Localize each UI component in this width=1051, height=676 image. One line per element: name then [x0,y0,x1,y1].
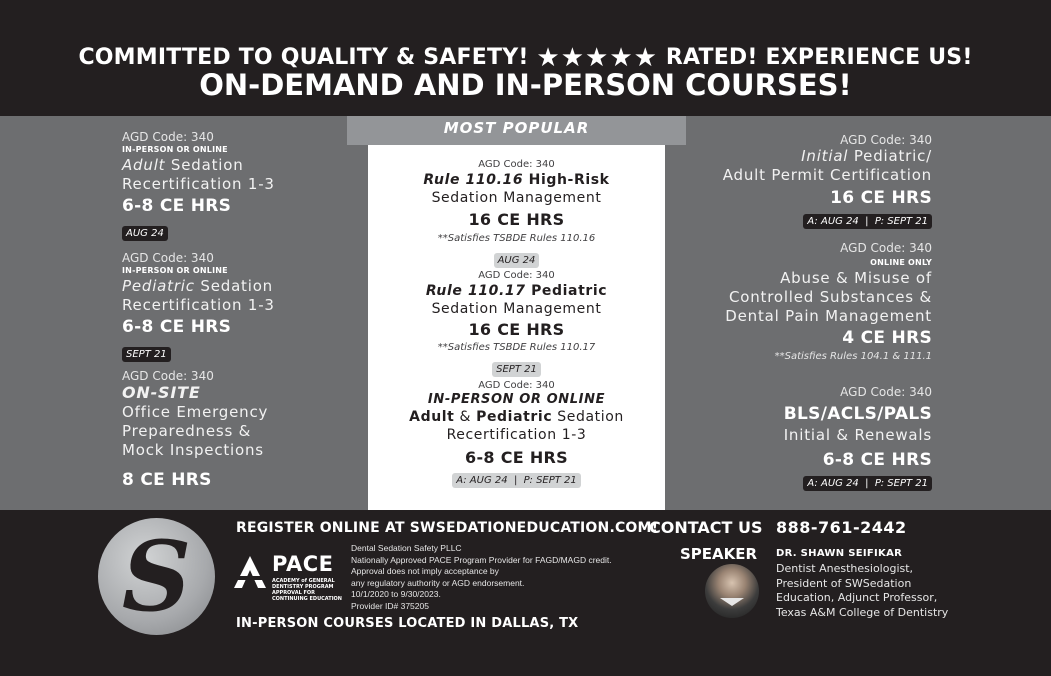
course-title: Adult & Pediatric Sedation [409,409,624,425]
course-title-line2: Controlled Substances & [728,288,932,306]
pace-wordmark: PACE [272,552,334,576]
ce-hours: 16 CE HRS [468,210,565,229]
course-onsite-emergency [122,369,342,491]
course-bls-acls-pals [700,385,932,491]
course-adult-sedation-recert [122,130,342,241]
contact-label: CONTACT US [649,518,763,537]
agd-code: AGD Code: 340 [478,270,555,281]
pace-subtitle: ACADEMY of GENERAL DENTISTRY PROGRAM APPROVAL FOR CONTINUING EDUCATION [272,578,342,602]
course-initial-permit [700,133,932,229]
agd-code: AGD Code: 340 [478,380,555,391]
course-title: Rule 110.16 High-Risk [423,172,610,188]
ce-hours: 4 CE HRS [842,328,932,348]
date-badge: SEPT 21 [122,347,171,362]
delivery-tag: IN-PERSON OR ONLINE [427,392,606,407]
ce-hours: 6-8 CE HRS [465,448,568,467]
ce-hours: 8 CE HRS [122,470,212,490]
date-badge: A: AUG 24 | P: SEPT 21 [452,473,581,488]
date-badge: AUG 24 [122,226,168,241]
most-popular-panel [368,145,665,510]
agd-code: AGD Code: 340 [840,385,932,399]
course-title-line3: Dental Pain Management [725,307,932,325]
rules-note: **Satisfies TSBDE Rules 110.16 [437,233,596,244]
sw-sedation-logo: S [98,518,215,635]
course-section [0,116,1051,510]
course-title-line2: Adult Permit Certification [722,166,932,184]
rules-note: **Satisfies TSBDE Rules 110.17 [437,342,596,353]
course-title-line4: Mock Inspections [122,441,264,459]
course-title-line2: Sedation Management [431,301,602,317]
header [0,0,1051,116]
ce-hours: 6-8 CE HRS [122,196,232,216]
five-star-icon: ★★★★★ [536,43,658,73]
delivery-tag: IN-PERSON OR ONLINE [122,145,228,154]
most-popular-banner: MOST POPULAR [347,116,686,145]
speaker-label: SPEAKER [680,545,758,563]
date-badge: SEPT 21 [492,362,541,377]
rules-note: **Satisfies Rules 104.1 & 111.1 [774,351,932,362]
course-title: ON-SITE [122,383,201,402]
footer [0,510,1051,676]
agd-code: AGD Code: 340 [478,159,555,170]
date-badge: AUG 24 [494,253,540,268]
ce-hours: 6-8 CE HRS [822,450,932,470]
delivery-tag: ONLINE ONLY [870,258,932,267]
course-title-line2: Sedation Management [431,190,602,206]
course-title-line2: Recertification 1-3 [122,175,275,193]
course-title: Adult Sedation [122,156,244,174]
agd-code: AGD Code: 340 [840,133,932,147]
speaker-bio: Dentist Anesthesiologist, President of SWSedation Education, Adjunct Professor, Texas A&M College of Dentistry [776,562,949,619]
headline-part-a: COMMITTED TO QUALITY & SAFETY! [78,45,529,70]
course-title: Pediatric Sedation [122,277,273,295]
agd-code: AGD Code: 340 [840,241,932,255]
location-text: IN-PERSON COURSES LOCATED IN DALLAS, TX [236,616,579,631]
course-title-line2: Recertification 1-3 [122,296,275,314]
register-online-link[interactable]: REGISTER ONLINE AT SWSEDATIONEDUCATION.COM! [236,520,659,536]
pace-a-icon [232,554,268,590]
ce-hours: 6-8 CE HRS [122,317,232,337]
agd-code: AGD Code: 340 [122,130,214,144]
course-title: Abuse & Misuse of [780,269,932,287]
date-badge: A: AUG 24 | P: SEPT 21 [803,214,932,229]
course-rule-110-17 [368,270,665,377]
phone-number[interactable]: 888-761-2442 [776,518,907,537]
course-title-line2: Initial & Renewals [783,426,932,444]
headline-courses: ON-DEMAND AND IN-PERSON COURSES! [199,68,852,102]
speaker-avatar [705,564,759,618]
pace-logo [232,552,342,602]
course-title-line2: Recertification 1-3 [446,427,587,443]
course-title: Initial Pediatric/ [801,147,932,165]
provider-statement: Dental Sedation Safety PLLC Nationally Approved PACE Program Provider for FAGD/MAGD credit. Approval does not imply acceptance by any regulatory authority or AGD endorsement. 10/1/2020 to 9/30/2023. Provider ID# 375205 [351,543,612,611]
ce-hours: 16 CE HRS [468,320,565,339]
course-title-line3: Preparedness & [122,422,252,440]
delivery-tag: IN-PERSON OR ONLINE [122,266,228,275]
course-title: BLS/ACLS/PALS [783,404,932,424]
course-rule-110-16 [368,159,665,268]
agd-code: AGD Code: 340 [122,369,214,383]
ce-hours: 16 CE HRS [830,188,932,208]
headline-part-b: RATED! EXPERIENCE US! [665,45,973,70]
course-adult-pediatric-recert [368,380,665,488]
agd-code: AGD Code: 340 [122,251,214,265]
course-pediatric-sedation-recert [122,251,342,362]
course-title: Rule 110.17 Pediatric [425,283,608,299]
course-controlled-substances [700,241,932,364]
speaker-name: DR. SHAWN SEIFIKAR [776,548,903,559]
course-title-line2: Office Emergency [122,403,269,421]
date-badge: A: AUG 24 | P: SEPT 21 [803,476,932,491]
